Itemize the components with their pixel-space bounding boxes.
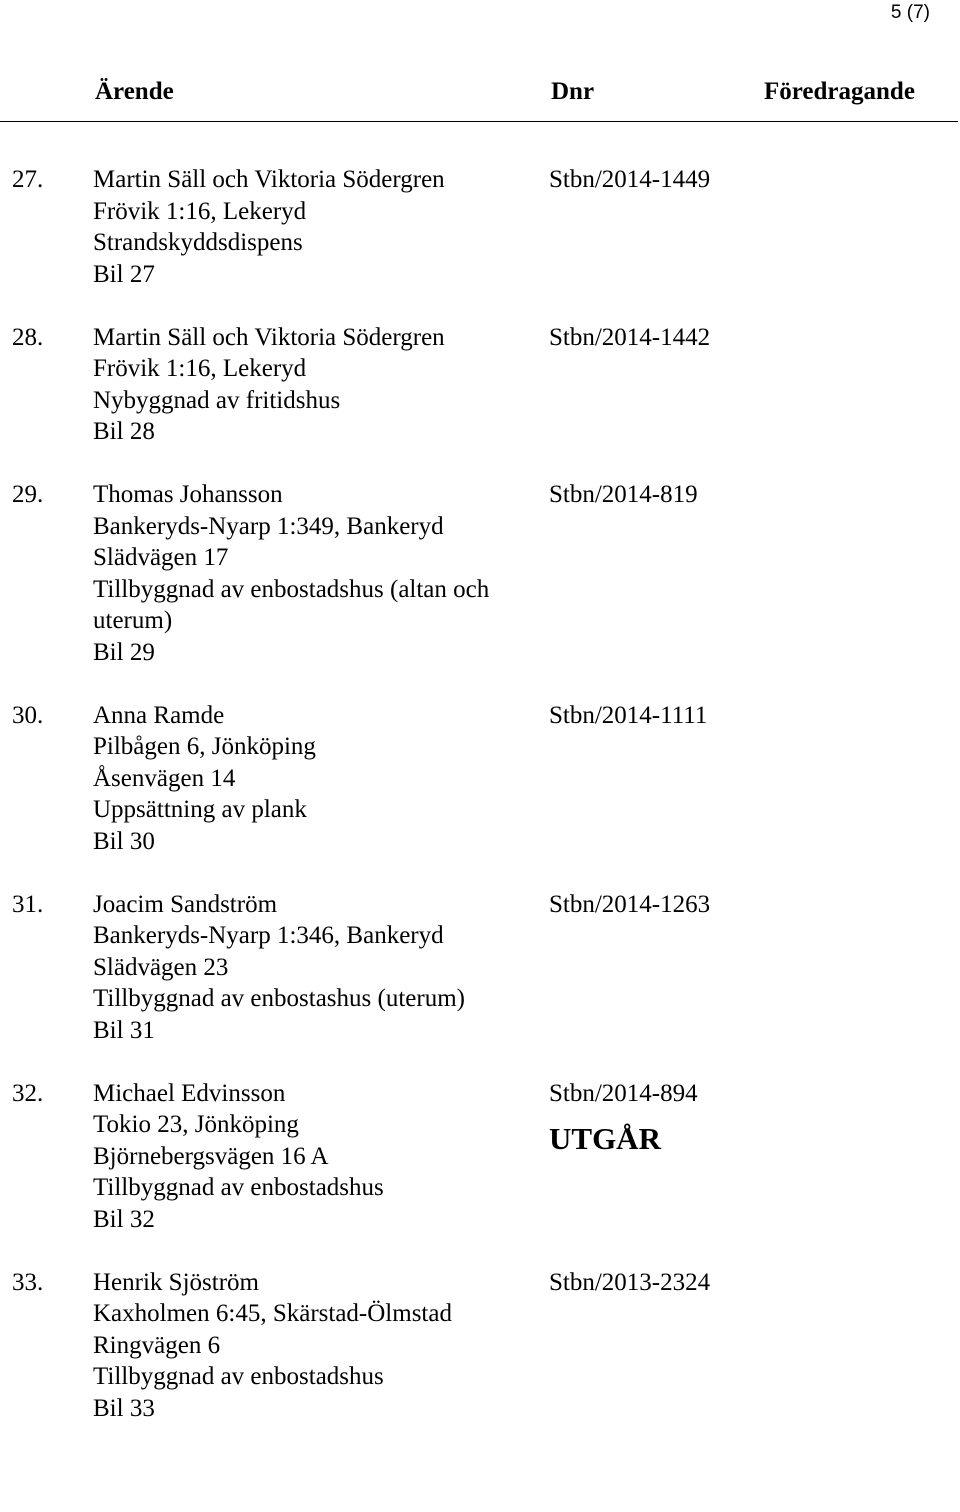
- item-property: Kaxholmen 6:45, Skärstad-Ölmstad: [93, 1300, 452, 1327]
- item-dnr: Stbn/2014-1263: [549, 890, 711, 918]
- agenda-item: [0, 322, 960, 448]
- agenda-item: [0, 1078, 960, 1236]
- item-dnr: Stbn/2014-1442: [549, 323, 711, 351]
- item-address: Slädvägen 17: [93, 544, 229, 571]
- item-description: [93, 479, 538, 668]
- item-applicant: Joacim Sandström: [93, 890, 278, 918]
- table-header: [0, 78, 960, 114]
- item-matter: Tillbyggnad av enbostashus (uterum): [93, 985, 465, 1012]
- item-address: Ringvägen 6: [93, 1331, 221, 1359]
- item-number: 33.: [12, 1268, 44, 1296]
- item-dnr: Stbn/2013-2324: [549, 1268, 711, 1296]
- item-attachment: Bil 28: [93, 418, 155, 445]
- item-attachment: Bil 27: [93, 260, 155, 288]
- item-property: Pilbågen 6, Jönköping: [93, 733, 316, 760]
- page-number: 5 (7): [890, 2, 930, 23]
- header-dnr: Dnr: [551, 78, 595, 105]
- item-description: [93, 164, 538, 290]
- item-applicant: Henrik Sjöström: [93, 1268, 259, 1296]
- item-attachment: Bil 29: [93, 638, 155, 666]
- item-address: Slädvägen 23: [93, 953, 229, 981]
- item-attachment: Bil 33: [93, 1394, 155, 1422]
- agenda-item: [0, 700, 960, 858]
- item-matter: Tillbyggnad av enbostadshus: [93, 1174, 384, 1201]
- agenda-item: [0, 164, 960, 290]
- item-description: [93, 1267, 538, 1425]
- header-arende: Ärende: [95, 78, 174, 105]
- header-divider: [0, 121, 958, 122]
- item-dnr: Stbn/2014-1111: [549, 701, 708, 729]
- item-description: [93, 700, 538, 858]
- item-dnr: Stbn/2014-1449: [549, 166, 711, 193]
- item-property: Frövik 1:16, Lekeryd: [93, 197, 307, 225]
- item-description: [93, 889, 538, 1047]
- item-address: Åsenvägen 14: [93, 764, 236, 792]
- item-applicant: Anna Ramde: [93, 701, 225, 729]
- item-description: [93, 322, 538, 448]
- item-applicant: Martin Säll och Viktoria Södergren: [93, 166, 445, 193]
- item-matter: Tillbyggnad av enbostadshus (altan och uterum): [93, 575, 490, 634]
- item-description: [93, 1078, 538, 1236]
- item-matter: Nybyggnad av fritidshus: [93, 386, 341, 414]
- item-status-withdrawn: UTGÅR: [549, 1120, 661, 1156]
- agenda-item: [0, 479, 960, 668]
- item-dnr: Stbn/2014-819: [549, 481, 698, 508]
- item-applicant: Martin Säll och Viktoria Södergren: [93, 323, 445, 351]
- item-property: Frövik 1:16, Lekeryd: [93, 355, 307, 382]
- item-number: 29.: [12, 481, 44, 508]
- item-number: 32.: [12, 1079, 44, 1107]
- agenda-list: [0, 164, 960, 1456]
- item-attachment: Bil 31: [93, 1016, 155, 1044]
- item-matter: Strandskyddsdispens: [93, 229, 303, 256]
- item-number: 27.: [12, 166, 44, 193]
- header-foredragande: Föredragande: [764, 78, 915, 105]
- agenda-item: [0, 889, 960, 1047]
- item-applicant: Michael Edvinsson: [93, 1079, 286, 1107]
- item-number: 28.: [12, 323, 44, 351]
- item-number: 30.: [12, 701, 44, 729]
- item-address: Björnebergsvägen 16 A: [93, 1142, 329, 1170]
- item-number: 31.: [12, 890, 44, 918]
- item-matter: Uppsättning av plank: [93, 796, 307, 823]
- item-attachment: Bil 30: [93, 827, 155, 855]
- item-property: Bankeryds-Nyarp 1:349, Bankeryd: [93, 512, 444, 540]
- item-property: Bankeryds-Nyarp 1:346, Bankeryd: [93, 922, 444, 949]
- item-dnr: Stbn/2014-894: [549, 1079, 698, 1107]
- item-attachment: Bil 32: [93, 1205, 155, 1233]
- item-property: Tokio 23, Jönköping: [93, 1111, 299, 1138]
- item-applicant: Thomas Johansson: [93, 481, 283, 508]
- item-matter: Tillbyggnad av enbostadshus: [93, 1363, 384, 1390]
- agenda-item: [0, 1267, 960, 1425]
